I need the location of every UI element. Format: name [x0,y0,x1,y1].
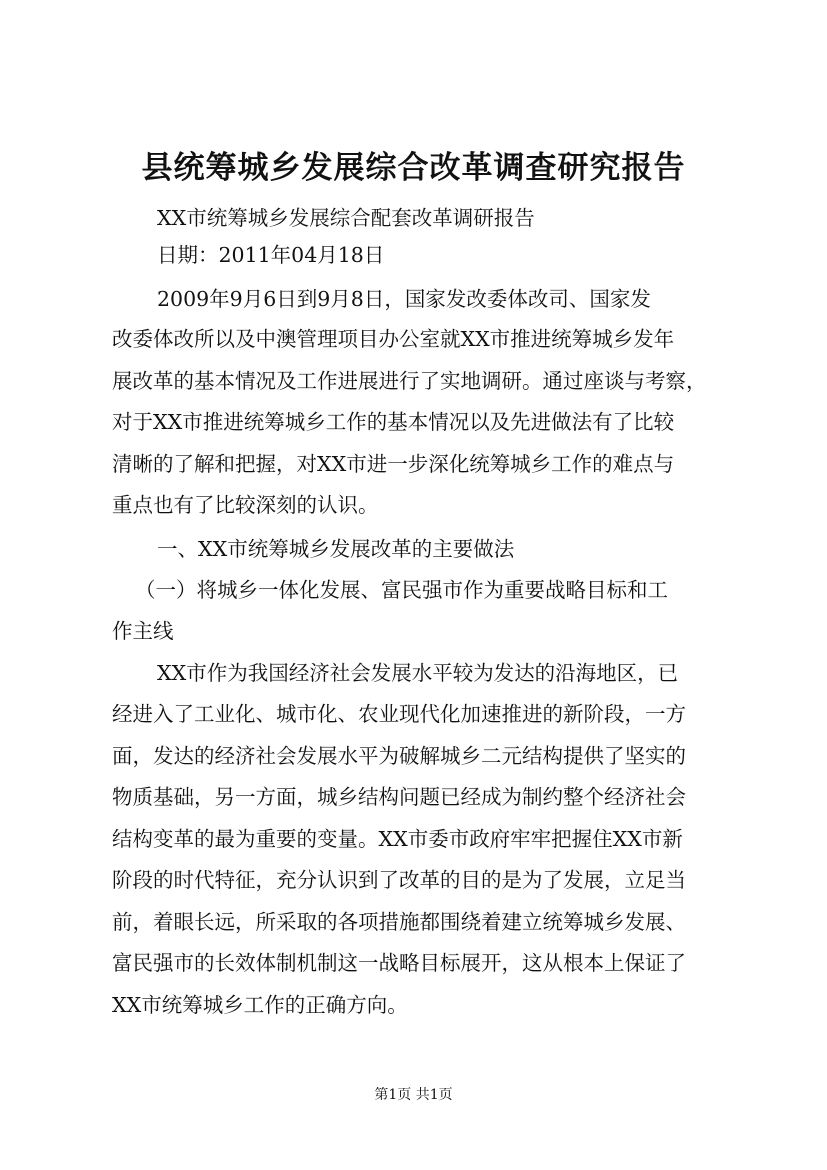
paragraph-line: 2009年9月6日到9月8日，国家发改委体改司、国家发 [157,287,651,311]
paragraph-line: 面，发达的经济社会发展水平为破解城乡二元结构提供了坚实的 [112,744,686,768]
paragraph-line: XX市作为我国经济社会发展水平较为发达的沿海地区，已 [157,661,679,685]
page-footer: 第1页 共1页 [374,1087,453,1103]
document-subtitle: XX市统筹城乡发展综合配套改革调研报告 [157,206,535,230]
paragraph-line: 富民强市的长效体制机制这一战略目标展开，这从根本上保证了 [112,951,686,975]
subsection-heading-line: 作主线 [112,619,174,643]
paragraph-line: 改委体改所以及中澳管理项目办公室就XX市推进统筹城乡发年 [112,327,675,351]
section-heading: 一、XX市统筹城乡发展改革的主要做法 [157,537,515,561]
paragraph-line: 阶段的时代特征，充分认识到了改革的目的是为了发展，立足当 [112,868,686,892]
paragraph-line: XX市统筹城乡工作的正确方向。 [112,993,408,1017]
document-title: 县统筹城乡发展综合改革调查研究报告 [141,150,686,186]
paragraph-line: 清晰的了解和把握，对XX市进一步深化统筹城乡工作的难点与 [112,452,675,476]
paragraph-line: 展改革的基本情况及工作进展进行了实地调研。通过座谈与考察， [112,369,707,393]
subsection-heading-line: （一）将城乡一体化发展、富民强市作为重要战略目标和工 [135,578,668,602]
paragraph-line: 前，着眼长远，所采取的各项措施都围绕着建立统筹城乡发展、 [112,910,686,934]
paragraph-line: 经进入了工业化、城市化、农业现代化加速推进的新阶段，一方 [112,702,686,726]
paragraph-line: 结构变革的最为重要的变量。XX市委市政府牢牢把握住XX市新 [112,827,683,851]
paragraph-line: 物质基础，另一方面，城乡结构问题已经成为制约整个经济社会 [112,785,686,809]
paragraph-line: 重点也有了比较深刻的认识。 [112,493,379,517]
paragraph-line: 对于XX市推进统筹城乡工作的基本情况以及先进做法有了比较 [112,410,675,434]
document-date: 日期：2011年04月18日 [157,243,385,267]
